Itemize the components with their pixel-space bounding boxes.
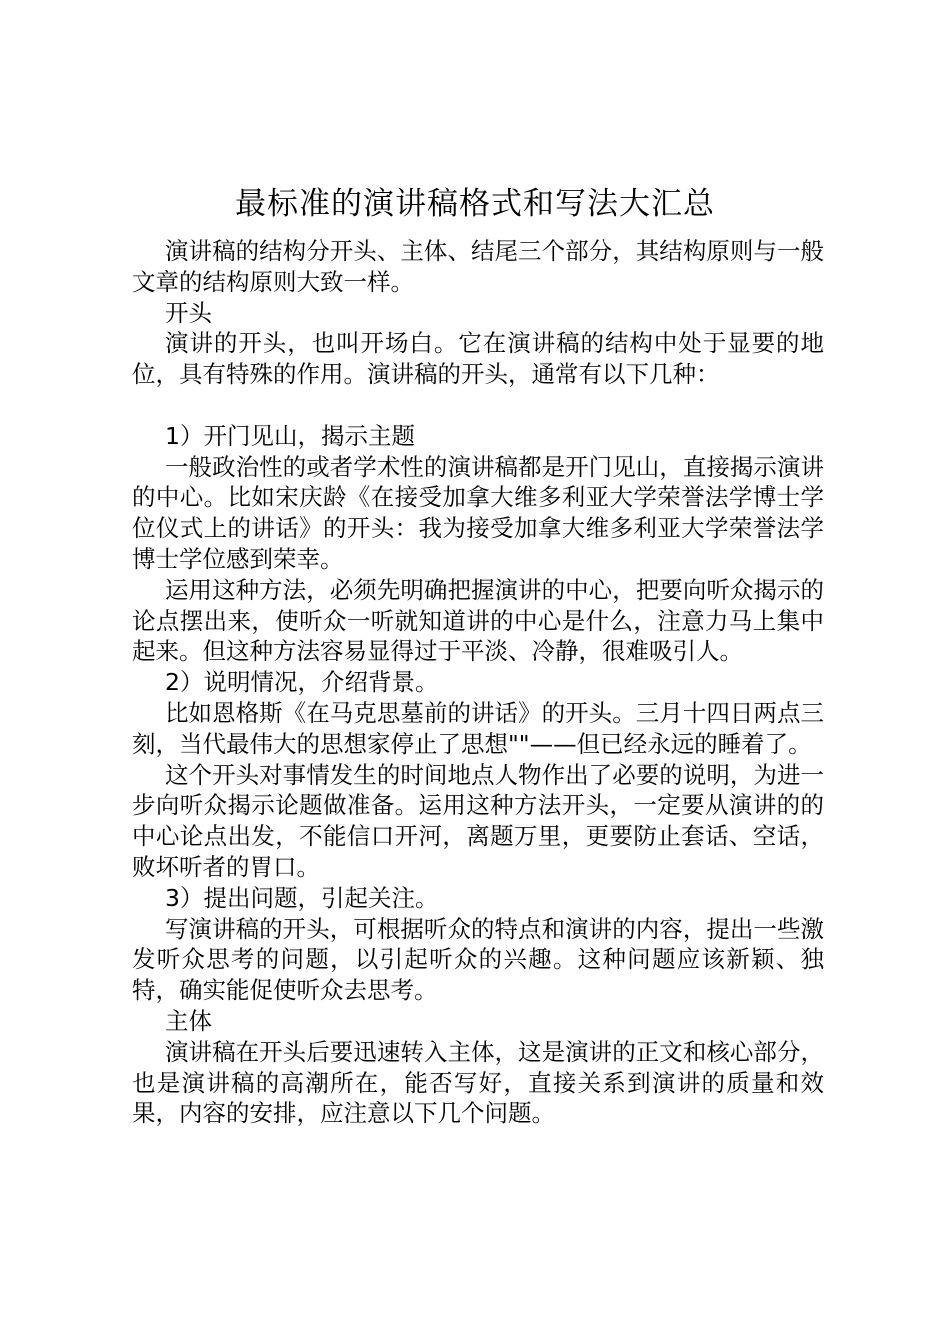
paragraph-method-1: 一般政治性的或者学术性的演讲稿都是开门见山，直接揭示演讲的中心。比如宋庆龄《在接受加拿大维多利亚大学荣誉法学博士学位仪式上的讲话》的开头：我为接受加拿大维多利亚大学荣誉法学博士学位感到荣幸。: [132, 452, 824, 573]
blank-line: [132, 390, 824, 421]
document-body: [132, 236, 824, 1129]
list-item-1-heading: 1）开门见山，揭示主题: [165, 421, 415, 450]
paragraph-method-2-note: 这个开头对事情发生的时间地点人物作出了必要的说明，为进一步向听众揭示论题做准备。运用这种方法开头，一定要从演讲的的中心论点出发，不能信口开河，离题万里，更要防止套话、空话，败坏听者的胃口。: [132, 760, 824, 881]
paragraph-method-2: 比如恩格斯《在马克思墓前的讲话》的开头。三月十四日两点三刻，当代最伟大的思想家停止了思想""——但已经永远的睡着了。: [132, 698, 824, 758]
paragraph-opening-desc: 演讲的开头，也叫开场白。它在演讲稿的结构中处于显要的地位，具有特殊的作用。演讲稿的开头，通常有以下几种：: [132, 329, 824, 389]
document-title: 最标准的演讲稿格式和写法大汇总: [235, 186, 715, 222]
section-heading-opening: 开头: [165, 298, 212, 327]
list-item-3-heading: 3）提出问题，引起关注。: [165, 883, 439, 912]
paragraph-method-1-note: 运用这种方法，必须先明确把握演讲的中心，把要向听众揭示的论点摆出来，使听众一听就知道讲的中心是什么，注意力马上集中起来。但这种方法容易显得过于平淡、冷静，很难吸引人。: [132, 575, 824, 666]
paragraph-method-3: 写演讲稿的开头，可根据听众的特点和演讲的内容，提出一些激发听众思考的问题，以引起听众的兴趣。这种问题应该新颖、独特，确实能促使听众去思考。: [132, 914, 824, 1005]
paragraph-body-desc: 演讲稿在开头后要迅速转入主体，这是演讲的正文和核心部分，也是演讲稿的高潮所在，能否写好，直接关系到演讲的质量和效果，内容的安排，应注意以下几个问题。: [132, 1037, 824, 1128]
section-heading-body: 主体: [165, 1006, 212, 1035]
list-item-2-heading: 2）说明情况，介绍背景。: [165, 668, 439, 697]
paragraph-intro: 演讲稿的结构分开头、主体、结尾三个部分，其结构原则与一般文章的结构原则大致一样。: [132, 237, 824, 296]
